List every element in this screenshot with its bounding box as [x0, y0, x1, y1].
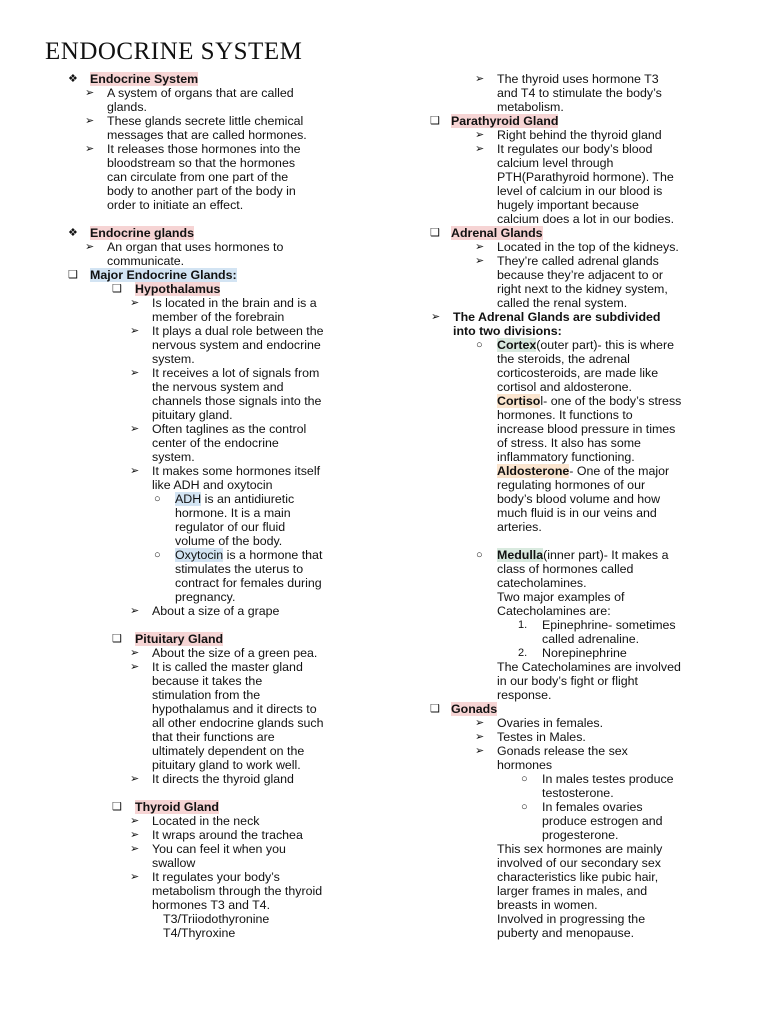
arrow-bullet-icon: ➢	[130, 843, 140, 855]
text-line: response.	[497, 688, 552, 702]
text-line: ○ Oxytocin is a hormone that	[154, 548, 323, 562]
section-heading: Major Endocrine Glands:	[90, 268, 237, 282]
arrow-bullet-icon: ➢	[130, 605, 140, 617]
text-line: much fluid is in our veins and	[497, 506, 657, 520]
text-line: hormones T3 and T4.	[152, 898, 271, 912]
term-highlight: Aldosterone	[497, 464, 570, 478]
text-line	[62, 226, 392, 240]
term-highlight: Medulla	[497, 548, 544, 562]
text-line	[426, 226, 736, 240]
arrow-bullet-icon: ➢	[130, 815, 140, 827]
arrow-bullet-icon: ➢	[475, 255, 485, 267]
text-line: ➢ Testes in Males.	[475, 730, 586, 744]
text-line: bloodstream so that the hormones	[107, 156, 296, 170]
text-line: called the renal system.	[497, 296, 628, 310]
text-line: ➢ Is located in the brain and is a	[130, 296, 317, 310]
diamond-bullet-icon: ❖	[68, 227, 78, 239]
text-line: body to another part of the body in	[107, 184, 296, 198]
text-line	[426, 114, 736, 128]
text-line: body’s blood volume and how	[497, 492, 661, 506]
text-line: the steroids, the adrenal	[497, 352, 630, 366]
text-line: system.	[152, 450, 195, 464]
arrow-bullet-icon: ➢	[475, 241, 485, 253]
text-line: ➢ It plays a dual role between the	[130, 324, 324, 338]
text-line: ➢ Right behind the thyroid gland	[475, 128, 662, 142]
text-line: ➢ It is called the master gland	[130, 660, 303, 674]
text-line: ➢ About a size of a grape	[130, 604, 280, 618]
right-column	[426, 72, 736, 940]
arrow-bullet-icon: ➢	[130, 647, 140, 659]
text-line: ➢ The thyroid uses hormone T3	[475, 72, 659, 86]
text-line: ➢ It directs the thyroid gland	[130, 772, 294, 786]
spacer	[62, 786, 392, 800]
arrow-bullet-icon: ➢	[130, 773, 140, 785]
text-line: of stress. It also has some	[497, 436, 641, 450]
numbered-marker: 1.	[518, 619, 528, 631]
text-line: ➢ It regulates your body’s	[130, 870, 280, 884]
text-line: increase blood pressure in times	[497, 422, 676, 436]
spacer	[62, 618, 392, 632]
arrow-bullet-icon: ➢	[85, 115, 95, 127]
text-line: and T4 to stimulate the body’s	[497, 86, 662, 100]
text-line	[426, 702, 736, 716]
arrow-bullet-icon: ➢	[475, 717, 485, 729]
gland-heading: Gonads	[451, 702, 498, 716]
text-line: nervous system and endocrine	[152, 338, 321, 352]
term-highlight: Cortex	[497, 338, 537, 352]
text-line: ➢ It receives a lot of signals from	[130, 366, 320, 380]
text-line: ➢ You can feel it when you	[130, 842, 286, 856]
text-line	[426, 324, 736, 338]
arrow-bullet-icon: ➢	[130, 423, 140, 435]
text-line: ○ In females ovaries	[521, 800, 643, 814]
text-line: ➢ A system of organs that are called	[85, 86, 294, 100]
text-line: level of calcium in our blood is	[497, 184, 663, 198]
arrow-bullet-icon: ➢	[475, 73, 485, 85]
text-line: ➢ It releases those hormones into the	[85, 142, 301, 156]
text-line: ➢ It wraps around the trachea	[130, 828, 303, 842]
arrow-bullet-icon: ➢	[475, 143, 485, 155]
checkbox-square-icon: ❑	[68, 269, 78, 281]
arrow-bullet-icon: ➢	[85, 87, 95, 99]
text-line: involved of our secondary sex	[497, 856, 661, 870]
text-line: ➢ Located in the neck	[130, 814, 260, 828]
text-line: stimulates the uterus to	[175, 562, 304, 576]
text-line	[62, 72, 392, 86]
text-line: member of the forebrain	[152, 310, 285, 324]
checkbox-square-icon: ❑	[430, 115, 440, 127]
checkbox-square-icon: ❑	[112, 633, 122, 645]
text-line: T3/Triiodothyronine	[163, 912, 270, 926]
text-line: PTH(Parathyroid hormone). The	[497, 170, 674, 184]
text-line: ➢ It regulates our body’s blood	[475, 142, 653, 156]
text-line	[62, 268, 392, 282]
text-line: catecholamines.	[497, 576, 587, 590]
diamond-bullet-icon: ❖	[68, 73, 78, 85]
gland-heading: Parathyroid Gland	[451, 114, 559, 128]
text-line: progesterone.	[542, 828, 619, 842]
section-heading: Endocrine System	[90, 72, 199, 86]
term-highlight: Cortiso	[497, 394, 541, 408]
circle-bullet-icon: ○	[476, 549, 483, 561]
arrow-bullet-icon: ➢	[130, 829, 140, 841]
text-line: breasts in women.	[497, 898, 598, 912]
gland-heading: Thyroid Gland	[135, 800, 219, 814]
arrow-bullet-icon: ➢	[85, 143, 95, 155]
text-line: arteries.	[497, 520, 542, 534]
text-line: swallow	[152, 856, 196, 870]
text-line: in our body’s fight or flight	[497, 674, 638, 688]
text-line: ○ ADH is an antidiuretic	[154, 492, 295, 506]
text-line: puberty and menopause.	[497, 926, 635, 940]
arrow-bullet-icon: ➢	[475, 129, 485, 141]
text-line: glands.	[107, 100, 147, 114]
text-line: regulator of our fluid	[175, 520, 286, 534]
text-line: 1. Epinephrine- sometimes	[518, 618, 676, 632]
text-line: communicate.	[107, 254, 185, 268]
text-line: characteristics like pubic hair,	[497, 870, 659, 884]
text-line: ○ Medulla(inner part)- It makes a	[476, 548, 669, 562]
text-line: Cortisol- one of the body’s stress	[497, 394, 682, 408]
arrow-bullet-icon: ➢	[130, 661, 140, 673]
page-title: ENDOCRINE SYSTEM	[45, 38, 303, 65]
text-line: can circulate from one part of the	[107, 170, 289, 184]
text-line: volume of the body.	[175, 534, 283, 548]
text-line	[62, 800, 392, 814]
text-line: produce estrogen and	[542, 814, 663, 828]
text-line: contract for females during	[175, 576, 322, 590]
checkbox-square-icon: ❑	[430, 227, 440, 239]
text-line: called adrenaline.	[542, 632, 640, 646]
text-line	[62, 282, 392, 296]
text-line: calcium level through	[497, 156, 614, 170]
text-line: ➢ About the size of a green pea.	[130, 646, 318, 660]
text-line: Involved in progressing the	[497, 912, 646, 926]
text-line: ➢ They’re called adrenal glands	[475, 254, 659, 268]
text-line: metabolism.	[497, 100, 564, 114]
circle-bullet-icon: ○	[154, 493, 161, 505]
text-line: all other endocrine glands such	[152, 716, 324, 730]
text-line: ○ Cortex(outer part)- this is where	[476, 338, 674, 352]
emphasis-text: The Adrenal Glands are subdivided	[453, 310, 661, 324]
arrow-bullet-icon: ➢	[130, 871, 140, 883]
numbered-marker: 2.	[518, 647, 528, 659]
text-line: center of the endocrine	[152, 436, 279, 450]
text-line: system.	[152, 352, 195, 366]
checkbox-square-icon: ❑	[430, 703, 440, 715]
text-line: like ADH and oxytocin	[152, 478, 273, 492]
emphasis-text: into two divisions:	[453, 324, 562, 338]
gland-heading: Pituitary Gland	[135, 632, 224, 646]
text-line: hypothalamus and it directs to	[152, 702, 317, 716]
text-line: The Catecholamines are involved	[497, 660, 681, 674]
text-line: pituitary gland.	[152, 408, 233, 422]
text-line: channels those signals into the	[152, 394, 322, 408]
gland-heading: Adrenal Glands	[451, 226, 543, 240]
arrow-bullet-icon: ➢	[85, 241, 95, 253]
text-line: regulating hormones of our	[497, 478, 646, 492]
text-line: ➢ Often taglines as the control	[130, 422, 307, 436]
circle-bullet-icon: ○	[521, 801, 528, 813]
text-line: metabolism through the thyroid	[152, 884, 323, 898]
arrow-bullet-icon: ➢	[130, 465, 140, 477]
text-line: ○ In males testes produce	[521, 772, 674, 786]
text-line: hormones	[497, 758, 553, 772]
text-line: T4/Thyroxine	[163, 926, 236, 940]
text-line: ➢ An organ that uses hormones to	[85, 240, 284, 254]
text-line: messages that are called hormones.	[107, 128, 307, 142]
gland-heading: Hypothalamus	[135, 282, 221, 296]
checkbox-square-icon: ❑	[112, 283, 122, 295]
text-line: This sex hormones are mainly	[497, 842, 663, 856]
text-line: ➢ Gonads release the sex	[475, 744, 628, 758]
text-line: Aldosterone- One of the major	[497, 464, 670, 478]
text-line: corticosteroids, are made like	[497, 366, 659, 380]
checkbox-square-icon: ❑	[112, 801, 122, 813]
text-line: hormones. It functions to	[497, 408, 633, 422]
left-column	[62, 72, 392, 940]
arrow-bullet-icon: ➢	[431, 311, 441, 323]
spacer	[62, 212, 392, 226]
text-line: 2. Norepinephrine	[518, 646, 627, 660]
text-line	[62, 632, 392, 646]
arrow-bullet-icon: ➢	[130, 367, 140, 379]
text-line: pregnancy.	[175, 590, 236, 604]
text-line: larger frames in males, and	[497, 884, 648, 898]
circle-bullet-icon: ○	[521, 773, 528, 785]
arrow-bullet-icon: ➢	[130, 297, 140, 309]
spacer	[426, 534, 736, 548]
text-line: order to initiate an effect.	[107, 198, 244, 212]
text-line: calcium does a lot in our bodies.	[497, 212, 675, 226]
text-line	[426, 310, 736, 324]
text-line: hugely important because	[497, 198, 639, 212]
text-line: inflammatory functioning.	[497, 450, 635, 464]
arrow-bullet-icon: ➢	[475, 745, 485, 757]
arrow-bullet-icon: ➢	[130, 325, 140, 337]
text-line: because they’re adjacent to or	[497, 268, 664, 282]
text-line: pituitary gland to work well.	[152, 758, 301, 772]
text-line: ➢ Located in the top of the kidneys.	[475, 240, 679, 254]
text-line: class of hormones called	[497, 562, 634, 576]
text-line: Two major examples of	[497, 590, 625, 604]
circle-bullet-icon: ○	[154, 549, 161, 561]
term-highlight: Oxytocin	[175, 548, 224, 562]
text-line: the nervous system and	[152, 380, 284, 394]
section-heading: Endocrine glands	[90, 226, 194, 240]
text-line: ➢ It makes some hormones itself	[130, 464, 321, 478]
text-line: testosterone.	[542, 786, 614, 800]
circle-bullet-icon: ○	[476, 339, 483, 351]
text-line: ➢ Ovaries in females.	[475, 716, 604, 730]
text-line: right next to the kidney system,	[497, 282, 668, 296]
text-line: Catecholamines are:	[497, 604, 611, 618]
text-line: cortisol and aldosterone.	[497, 380, 633, 394]
term-highlight: ADH	[175, 492, 202, 506]
text-line: ultimately dependent on the	[152, 744, 305, 758]
arrow-bullet-icon: ➢	[475, 731, 485, 743]
text-line: ➢ These glands secrete little chemical	[85, 114, 304, 128]
text-line: because it takes the	[152, 674, 263, 688]
text-line: stimulation from the	[152, 688, 261, 702]
text-line: hormone. It is a main	[175, 506, 291, 520]
text-line: that their functions are	[152, 730, 275, 744]
